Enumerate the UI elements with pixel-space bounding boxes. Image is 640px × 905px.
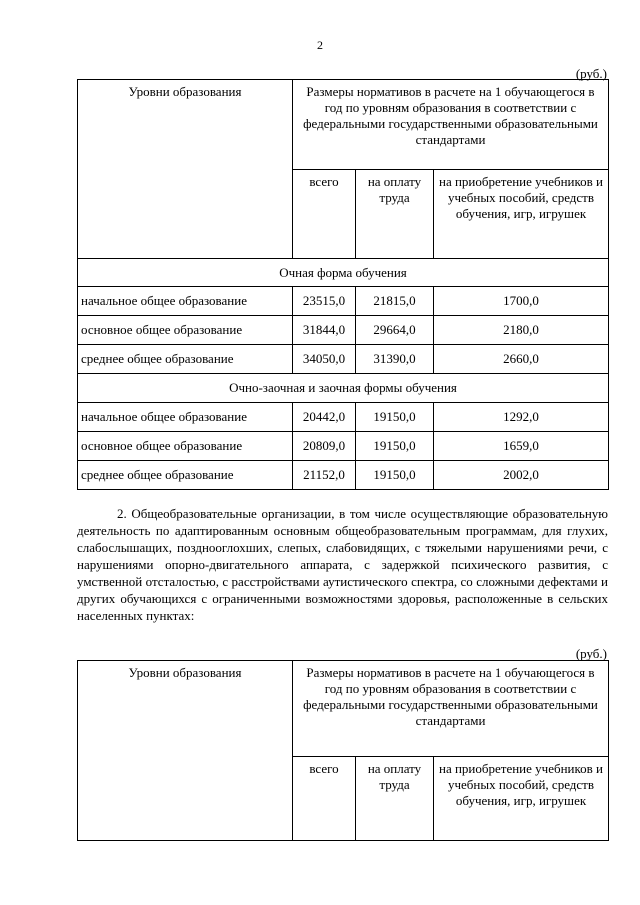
row-level: основное общее образование (78, 432, 293, 461)
row-total: 21152,0 (293, 461, 356, 490)
norms-table-1 (77, 79, 609, 490)
row-salary: 19150,0 (356, 432, 434, 461)
header-levels: Уровни образования (78, 80, 293, 259)
row-textbooks: 1292,0 (434, 403, 609, 432)
row-textbooks: 2002,0 (434, 461, 609, 490)
row-salary: 21815,0 (356, 287, 434, 316)
header-textbooks: на приобретение учебников и учебных пособий, средств обучения, игр, игрушек (434, 757, 609, 841)
table-row (78, 345, 609, 374)
row-level: начальное общее образование (78, 403, 293, 432)
row-total: 23515,0 (293, 287, 356, 316)
header-salary: на оплату труда (356, 757, 434, 841)
row-level: среднее общее образование (78, 345, 293, 374)
row-textbooks: 1659,0 (434, 432, 609, 461)
row-level: основное общее образование (78, 316, 293, 345)
row-total: 20442,0 (293, 403, 356, 432)
row-textbooks: 2180,0 (434, 316, 609, 345)
header-norms: Размеры нормативов в расчете на 1 обучающегося в год по уровням образования в соответствии с федеральными государственными образовательными стандартами (293, 661, 609, 757)
row-total: 34050,0 (293, 345, 356, 374)
table-row (78, 432, 609, 461)
body-paragraph (77, 505, 608, 624)
row-salary: 31390,0 (356, 345, 434, 374)
row-salary: 29664,0 (356, 316, 434, 345)
table-row (78, 287, 609, 316)
row-level: начальное общее образование (78, 287, 293, 316)
paragraph-text: 2. Общеобразовательные организации, в том числе осуществляющие образовательную деятельность по адаптированным основным общеобразовательным программам, для глухих, слабослышащих, позднооглохших, слепых, слабовидящих, с тяжелыми нарушениями речи, с нарушениями опорно-двигательного аппарата, с задержкой психического развития, с умственной отсталостью, с расстройствами аутистического спектра, со сложными дефектами и других обучающихся с ограниченными возможностями здоровья, расположенные в сельских населенных пунктах: (77, 506, 608, 623)
table-row (78, 316, 609, 345)
table-row (78, 403, 609, 432)
row-total: 20809,0 (293, 432, 356, 461)
row-salary: 19150,0 (356, 403, 434, 432)
header-salary: на оплату труда (356, 170, 434, 259)
section-title: Очно-заочная и заочная формы обучения (78, 374, 609, 403)
header-textbooks: на приобретение учебников и учебных пособий, средств обучения, игр, игрушек (434, 170, 609, 259)
row-salary: 19150,0 (356, 461, 434, 490)
row-textbooks: 2660,0 (434, 345, 609, 374)
row-level: среднее общее образование (78, 461, 293, 490)
header-levels: Уровни образования (78, 661, 293, 841)
header-total: всего (293, 170, 356, 259)
header-total: всего (293, 757, 356, 841)
header-norms: Размеры нормативов в расчете на 1 обучающегося в год по уровням образования в соответствии с федеральными государственными образовательными стандартами (293, 80, 609, 170)
section-title: Очная форма обучения (78, 259, 609, 287)
unit-label: (руб.) (575, 646, 607, 661)
row-total: 31844,0 (293, 316, 356, 345)
row-textbooks: 1700,0 (434, 287, 609, 316)
table-row (78, 461, 609, 490)
unit-label: (руб.) (575, 66, 607, 81)
norms-table-2 (77, 660, 609, 841)
page-number: 2 (317, 38, 323, 52)
